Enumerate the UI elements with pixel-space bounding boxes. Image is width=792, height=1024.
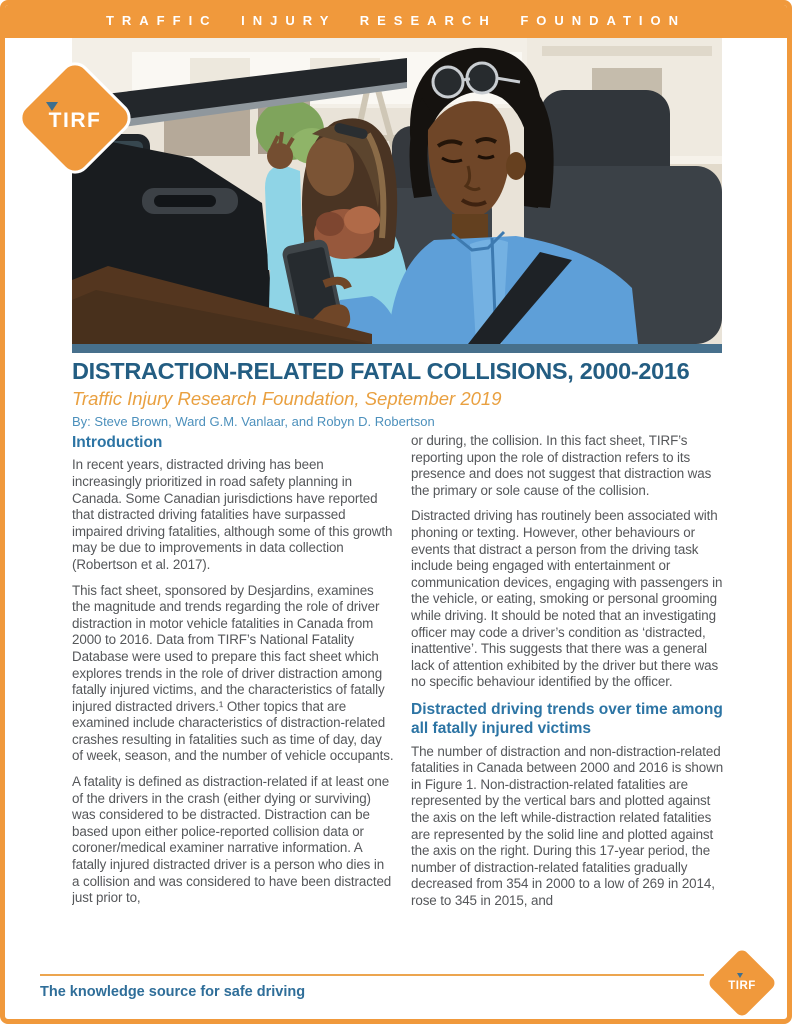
title-block <box>72 359 727 429</box>
footer-rule <box>40 974 704 976</box>
paragraph: This fact sheet, sponsored by Desjardins, examines the magnitude and trends regarding the role of driver distraction in motor vehicle fatalities in Canada from 2000 to 2016. Data from TIRF’s National Fatality Database were used to prepare this fact sheet which explores trends in the role of driver distraction among fatally injured victims, and the characteristics of fatally injured distracted drivers.¹ Other topics that are examined include characteristics of distraction-related crashes resulting in fatalities such as time of day, day of week, season, and the number of vehicle occupants. <box>72 582 394 764</box>
right-column <box>411 433 727 945</box>
tirf-footer-logo-text: TIRF <box>728 979 756 992</box>
section-heading-introduction: Introduction <box>72 434 163 451</box>
paragraph: In recent years, distracted driving has been increasingly prioritized in road safety planning in Canada. Some Canadian jurisdictions have reported that distracted driving fatalities have surpassed impaired driving fatalities, although some of this growth may be due to improvements in data collection (Robertson et al. 2017). <box>72 457 393 572</box>
paragraph: The number of distraction and non-distraction-related fatalities in Canada between 2000 and 2016 is shown in Figure 1. Non-distraction-related fatalities are represented by the vertical bars and plotted against the axis on the left while-distraction related fatalities are represented by the solid line and plotted against the axis on the right. During this 17-year period, the number of distraction-related fatalities gradually decreased from 354 in 2000 to a low of 269 in 2014, rose to 345 in 2015, and <box>411 743 724 908</box>
photo-divider-bar <box>72 344 722 353</box>
tirf-logo <box>31 74 119 162</box>
paragraph: or during, the collision. In this fact sheet, TIRF’s reporting upon the role of distraction refers to its presence and does not suggest that distraction was the primary or sole cause of the collision. <box>411 433 712 498</box>
page-title: DISTRACTION-RELATED FATAL COLLISIONS, 2000-2016 <box>72 358 690 384</box>
section-heading-trends: Distracted driving trends over time among all fatally injured victims <box>411 700 723 738</box>
tirf-footer-logo-caret-icon <box>737 973 743 978</box>
hero-photo-illustration <box>72 38 722 344</box>
hero-photo <box>72 38 722 344</box>
header-band <box>0 0 792 38</box>
article-body <box>72 433 727 945</box>
tirf-logo-caret-icon <box>46 102 58 111</box>
byline: By: Steve Brown, Ward G.M. Vanlaar, and Robyn D. Robertson <box>72 414 435 430</box>
tirf-logo-text: TIRF <box>48 109 102 132</box>
page-subtitle: Traffic Injury Research Foundation, September 2019 <box>72 387 502 409</box>
footer-tagline: The knowledge source for safe driving <box>40 984 306 1000</box>
paragraph: A fatality is defined as distraction-related if at least one of the drivers in the crash (either dying or surviving) was considered to be distracted. Distraction can be based upon either police-reported collision data or coroner/medical examiner narrative information. A fatally injured distracted driver is a person who dies in a collision and was considered to have been distracted just prior to, <box>72 774 392 906</box>
paragraph: Distracted driving has routinely been associated with phoning or texting. However, other behaviours or events that distract a person from the driving task include being engaged with entertainment or communication devices, engaging with passengers in the vehicle, or eating, smoking or personal grooming while driving. It should be noted that an investigating officer may code a driver’s condition as ‘distracted, inattentive’. This suggests that there was a general lack of attention exhibited by the driver but there was no specific behaviour identified by the officer. <box>411 508 723 690</box>
header-wordmark: TRAFFIC INJURY RESEARCH FOUNDATION <box>105 12 687 28</box>
tirf-footer-logo <box>715 956 769 1010</box>
left-column <box>72 433 394 945</box>
